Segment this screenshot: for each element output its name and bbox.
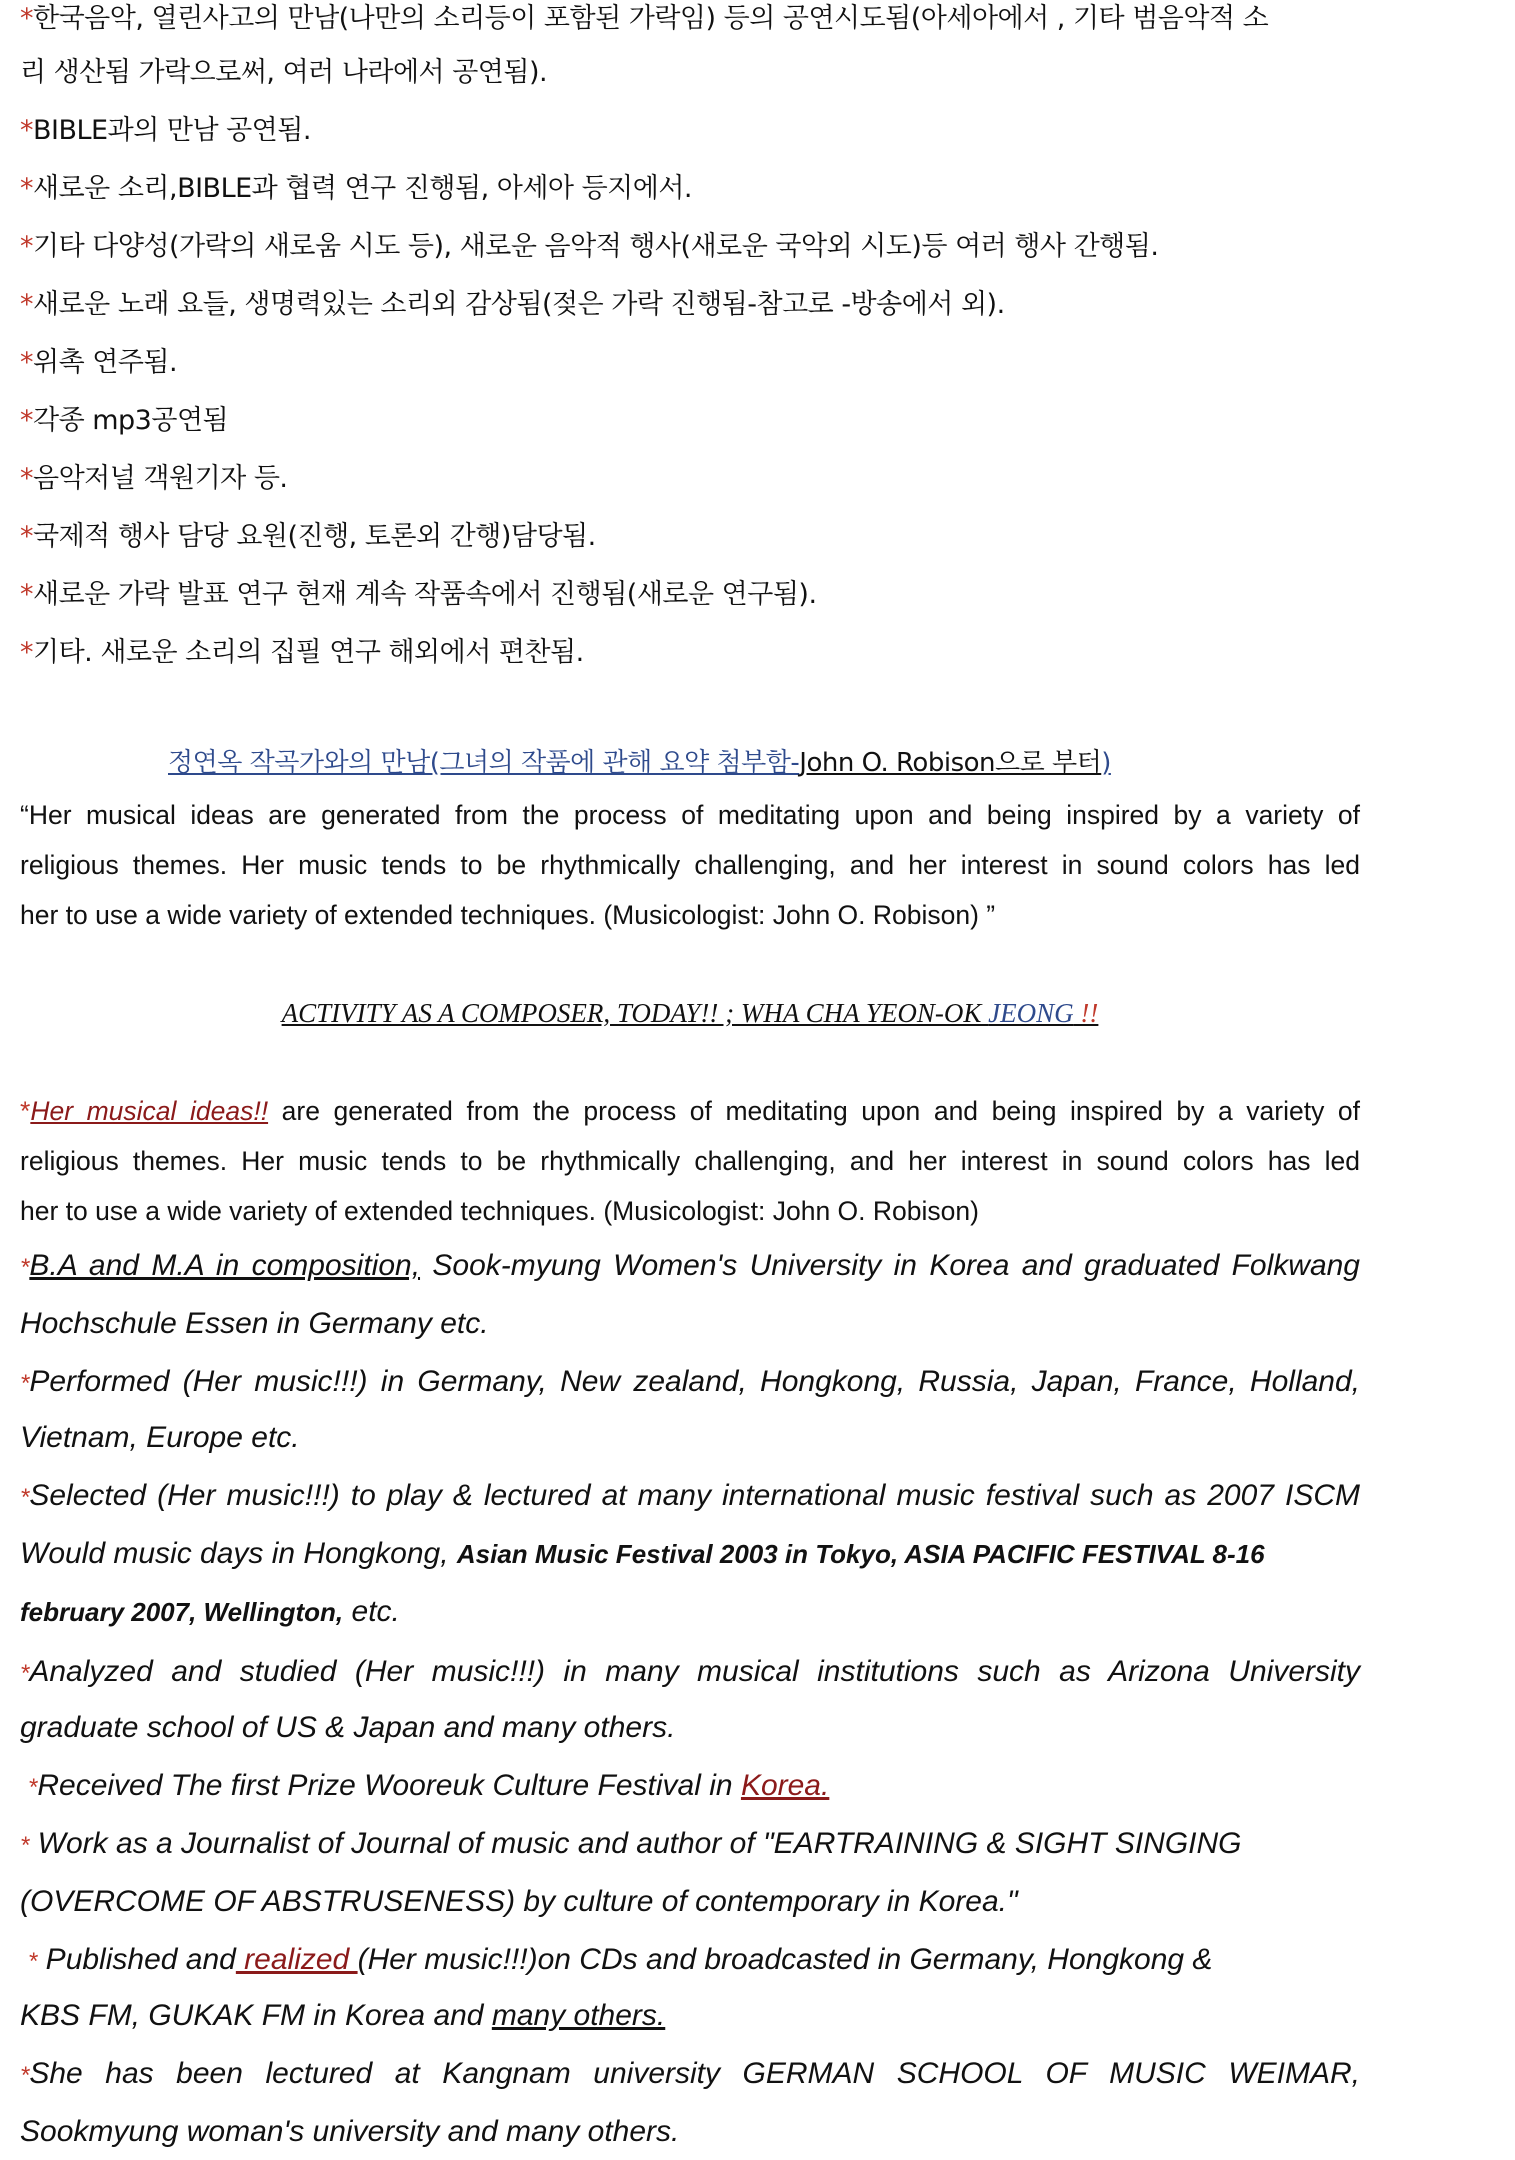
- bullet-star: *: [20, 3, 33, 34]
- bio-lectured-line-1: [20, 2054, 1360, 2096]
- ideas-line-3: her to use a wide variety of extended techniques. (Musicologist: John O. Robison): [20, 1196, 979, 1226]
- heading-text: ACTIVITY AS A COMPOSER, TODAY!! ; WHA CHA YEON-OK: [281, 998, 989, 1028]
- bio-selected-text: etc.: [343, 1595, 400, 1628]
- korean-text: 음악저널 객원기자 등.: [33, 463, 288, 494]
- korean-line-4: [20, 172, 692, 206]
- bio-selected-line-1: [20, 1476, 1360, 1518]
- bio-published-text: Published and: [37, 1943, 236, 1976]
- bio-selected-text: Selected (Her music!!!) to play & lectured at many international music festival such as 2007 ISCM: [29, 1479, 1360, 1512]
- realized-link[interactable]: realized: [235, 1943, 358, 1976]
- bio-selected-line-3: [20, 1592, 400, 1632]
- korea-link[interactable]: Korea.: [740, 1769, 830, 1802]
- bio-journalist-line-1: [20, 1824, 1242, 1866]
- bio-lectured-text: She has been lectured at Kangnam university GERMAN SCHOOL OF MUSIC WEIMAR,: [29, 2057, 1360, 2090]
- korean-text: 각종 mp3공연됨: [33, 405, 229, 436]
- korean-text: 리 생산됨 가락으로써, 여러 나라에서 공연됨).: [20, 57, 548, 88]
- bullet-star: *: [20, 405, 33, 436]
- korean-line-12: [20, 636, 584, 670]
- korean-line-2: [20, 56, 547, 90]
- bullet-star: *: [20, 115, 33, 146]
- korean-text: 새로운 소리,BIBLE과 협력 연구 진행됨, 아세아 등지에서.: [33, 173, 692, 204]
- ideas-lead: Her musical ideas!!: [30, 1096, 269, 1126]
- bio-published-line-2: [20, 1996, 665, 2036]
- ideas-text: are generated from the process of meditating upon and being inspired by a variety of: [268, 1096, 1360, 1126]
- bio-ba-line-2: Hochschule Essen in Germany etc.: [20, 1307, 489, 1340]
- bio-ba-text: Sook-myung Women's University in Korea and graduated Folkwang: [420, 1249, 1360, 1282]
- bullet-star: *: [20, 289, 33, 320]
- bio-analyzed-line-1: [20, 1652, 1360, 1694]
- bio-performed-text: Performed (Her music!!!) in Germany, New zealand, Hongkong, Russia, Japan, France, Holland,: [29, 1365, 1360, 1398]
- bio-lectured-line-2: Sookmyung woman's university and many others.: [20, 2115, 680, 2148]
- bullet-star: *: [20, 463, 33, 494]
- korean-line-10: [20, 520, 596, 554]
- bio-selected-line-2: [20, 1534, 1265, 1574]
- activity-heading: [0, 996, 1380, 1030]
- bullet-star: *: [20, 1370, 30, 1397]
- bio-prize-text: Received The first Prize Wooreuk Culture Festival in: [37, 1769, 741, 1802]
- korean-line-1: [20, 2, 1268, 36]
- heading-name: JEONG: [988, 998, 1074, 1028]
- bullet-star: *: [28, 1948, 38, 1975]
- bullet-star: *: [28, 1774, 38, 1801]
- korean-text: 기타. 새로운 소리의 집필 연구 해외에서 편찬됨.: [33, 637, 584, 668]
- bullet-star: *: [20, 1484, 30, 1511]
- bullet-star: *: [20, 1254, 30, 1281]
- bullet-star: *: [20, 1660, 30, 1687]
- korean-line-5: [20, 230, 1158, 264]
- korean-line-3: [20, 114, 311, 148]
- bio-performed-line-2: Vietnam, Europe etc.: [20, 1421, 300, 1454]
- bio-published-text: (Her music!!!)on CDs and broadcasted in Germany, Hongkong &: [357, 1943, 1213, 1976]
- korean-text: 새로운 노래 요들, 생명력있는 소리외 감상됨(젖은 가락 진행됨-참고로 -방송에서 외).: [33, 289, 1005, 320]
- bio-ba-line-1: [20, 1246, 1360, 1288]
- bullet-star: *: [20, 1096, 31, 1126]
- many-others-link[interactable]: many others.: [491, 1999, 666, 2032]
- korean-line-9: [20, 462, 288, 496]
- meeting-title-source: John O. Robison으로 부터: [799, 748, 1102, 778]
- bio-prize-line: [28, 1766, 829, 1808]
- quote-line-2: religious themes. Her music tends to be rhythmically challenging, and her interest in sound colors has led: [20, 850, 1360, 880]
- korean-text: 국제적 행사 담당 요원(진행, 토론외 간행)담당됨.: [33, 521, 596, 552]
- korean-text: 한국음악, 열린사고의 만남(나만의 소리등이 포함된 가락임) 등의 공연시도됨(아세아에서 , 기타 범음악적 소: [33, 3, 1269, 34]
- bullet-star: *: [20, 347, 33, 378]
- ideas-line-2: religious themes. Her music tends to be rhythmically challenging, and her interest in sound colors has led: [20, 1146, 1360, 1176]
- korean-line-7: [20, 346, 177, 380]
- bullet-star: *: [20, 173, 33, 204]
- bullet-star: *: [20, 579, 33, 610]
- bio-ba-lead: B.A and M.A in composition,: [29, 1249, 421, 1282]
- bio-selected-text: Would music days in Hongkong,: [20, 1537, 457, 1570]
- bio-journalist-line-2: (OVERCOME OF ABSTRUSENESS) by culture of contemporary in Korea.": [20, 1885, 1018, 1918]
- bio-journalist-text: Work as a Journalist of Journal of music and author of "EARTRAINING & SIGHT SINGING: [29, 1827, 1242, 1860]
- meeting-title-close: ): [1101, 748, 1111, 778]
- korean-line-8: [20, 404, 228, 438]
- bio-published-line-1: [28, 1940, 1212, 1982]
- bullet-star: *: [20, 521, 33, 552]
- heading-end: !!: [1073, 998, 1099, 1028]
- korean-text: 기타 다양성(가락의 새로움 시도 등), 새로운 음악적 행사(새로운 국악외 시도)등 여러 행사 간행됨.: [33, 231, 1159, 262]
- bio-analyzed-line-2: graduate school of US & Japan and many others.: [20, 1711, 676, 1744]
- korean-text: 위촉 연주됨.: [33, 347, 178, 378]
- bullet-star: *: [20, 231, 33, 262]
- bio-analyzed-text: Analyzed and studied (Her music!!!) in many musical institutions such as Arizona University: [29, 1655, 1360, 1688]
- bio-selected-festival: february 2007, Wellington,: [20, 1597, 344, 1627]
- meeting-title: [168, 746, 1111, 780]
- bullet-star: *: [20, 1832, 30, 1859]
- quote-line-3: her to use a wide variety of extended techniques. (Musicologist: John O. Robison) ”: [20, 900, 996, 930]
- korean-line-11: [20, 578, 817, 612]
- bullet-star: *: [20, 637, 33, 668]
- bio-selected-festival: Asian Music Festival 2003 in Tokyo, ASIA PACIFIC FESTIVAL 8-16: [456, 1539, 1265, 1569]
- korean-line-6: [20, 288, 1005, 322]
- meeting-title-korean: 정연옥 작곡가와의 만남(그녀의 작품에 관해 요약 첨부함-: [168, 748, 800, 778]
- bullet-star: *: [20, 2062, 30, 2089]
- quote-line-1: “Her musical ideas are generated from the process of meditating upon and being inspired by a variety of: [20, 800, 1360, 830]
- bio-performed-line-1: [20, 1362, 1360, 1404]
- korean-text: BIBLE과의 만남 공연됨.: [33, 115, 311, 146]
- ideas-line-1: [20, 1094, 1360, 1128]
- korean-text: 새로운 가락 발표 연구 현재 계속 작품속에서 진행됨(새로운 연구됨).: [33, 579, 817, 610]
- bio-published-text: KBS FM, GUKAK FM in Korea and: [20, 1999, 492, 2032]
